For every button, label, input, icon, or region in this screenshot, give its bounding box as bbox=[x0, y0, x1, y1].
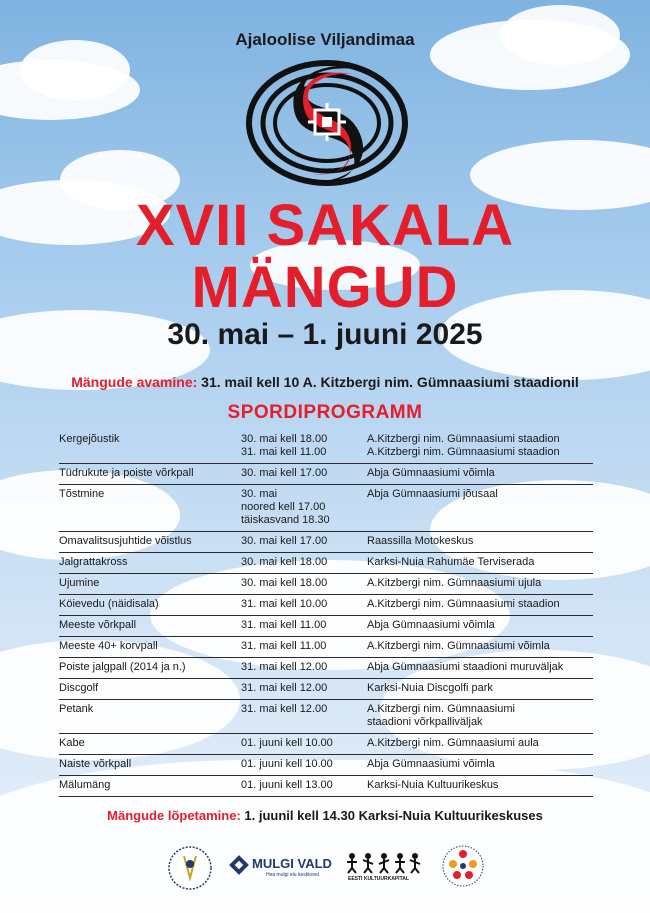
program-row bbox=[59, 637, 593, 658]
program-place-line: A.Kitzbergi nim. Gümnaasiumi staadion bbox=[367, 446, 560, 458]
program-time bbox=[241, 577, 367, 590]
viljandimaa-spordiliit-logo bbox=[438, 840, 488, 896]
program-place bbox=[367, 682, 593, 695]
closing-text: 1. juunil kell 14.30 Karksi-Nuia Kultuurikeskuses bbox=[244, 808, 543, 823]
program-time-line: 31. mai kell 12.00 bbox=[241, 703, 328, 715]
program-time bbox=[241, 703, 367, 729]
sponsor-logos bbox=[0, 840, 650, 900]
program-place-line: Karksi-Nuia Rahumäe Terviserada bbox=[367, 556, 535, 568]
program-time bbox=[241, 433, 367, 459]
viljandimaa-sport-logo bbox=[166, 844, 214, 892]
program-row bbox=[59, 679, 593, 700]
program-place bbox=[367, 598, 593, 611]
program-time bbox=[241, 661, 367, 674]
mulgi-vald-name: MULGI VALD bbox=[252, 856, 332, 871]
program-table bbox=[59, 430, 593, 797]
program-sport: Köievedu (näidisala) bbox=[59, 598, 159, 610]
program-time-line: 31. mai kell 10.00 bbox=[241, 598, 328, 610]
program-sport: Meeste võrkpall bbox=[59, 619, 137, 631]
program-sport: Tüdrukute ja poiste võrkpall bbox=[59, 467, 194, 479]
program-row bbox=[59, 776, 593, 797]
program-sport: Poiste jalgpall (2014 ja n.) bbox=[59, 661, 186, 673]
program-place bbox=[367, 556, 593, 569]
program-time-line: 30. mai kell 18.00 bbox=[241, 433, 328, 445]
program-place-line: A.Kitzbergi nim. Gümnaasiumi bbox=[367, 703, 515, 715]
program-place-line: A.Kitzbergi nim. Gümnaasiumi ujula bbox=[367, 577, 542, 589]
program-time-line: 01. juuni kell 13.00 bbox=[241, 779, 333, 791]
program-time bbox=[241, 682, 367, 695]
program-place bbox=[367, 703, 593, 729]
program-time-line: 30. mai bbox=[241, 488, 278, 500]
program-row bbox=[59, 532, 593, 553]
program-row bbox=[59, 616, 593, 637]
program-time bbox=[241, 556, 367, 569]
program-time bbox=[241, 779, 367, 792]
program-sport: Naiste võrkpall bbox=[59, 758, 132, 770]
program-place-line: A.Kitzbergi nim. Gümnaasiumi aula bbox=[367, 737, 539, 749]
program-time-line: 31. mai kell 11.00 bbox=[241, 640, 327, 652]
sakala-logo bbox=[246, 58, 408, 188]
opening-label: Mängude avamine: bbox=[71, 374, 198, 390]
program-row bbox=[59, 574, 593, 595]
kicker-text: Ajaloolise Viljandimaa bbox=[235, 30, 415, 49]
program-place bbox=[367, 535, 593, 548]
program-place-line: Abja Gümnaasiumi võimla bbox=[367, 467, 495, 479]
program-time bbox=[241, 488, 367, 527]
program-time bbox=[241, 640, 367, 653]
program-place bbox=[367, 488, 593, 527]
event-title-line2: MÄNGUD bbox=[191, 255, 459, 320]
program-row bbox=[59, 734, 593, 755]
eesti-kultuurkapital-name: EESTI KULTUURKAPITAL bbox=[348, 876, 409, 882]
program-place-line: Abja Gümnaasiumi staadioni muruväljak bbox=[367, 661, 564, 673]
program-place bbox=[367, 619, 593, 632]
program-place-line: A.Kitzbergi nim. Gümnaasiumi staadion bbox=[367, 433, 560, 445]
program-place-line: A.Kitzbergi nim. Gümnaasiumi võimla bbox=[367, 640, 550, 652]
program-time bbox=[241, 598, 367, 611]
program-time-line: 30. mai kell 18.00 bbox=[241, 556, 328, 568]
program-time-line: noored kell 17.00 bbox=[241, 501, 326, 513]
program-time-line: täiskasvand 18.30 bbox=[241, 514, 330, 526]
program-sport: Kabe bbox=[59, 737, 85, 749]
event-dates: 30. mai – 1. juuni 2025 bbox=[167, 318, 483, 351]
program-sport: Meeste 40+ korvpall bbox=[59, 640, 158, 652]
closing-label: Mängude lõpetamine: bbox=[107, 808, 241, 823]
program-place-line: Abja Gümnaasiumi võimla bbox=[367, 619, 495, 631]
program-sport: Tõstmine bbox=[59, 488, 105, 500]
program-sport: Kergejõustik bbox=[59, 433, 120, 445]
program-sport: Discgolf bbox=[59, 682, 99, 694]
program-sport: Omavalitsusjuhtide võistlus bbox=[59, 535, 192, 547]
program-place-line: A.Kitzbergi nim. Gümnaasiumi staadion bbox=[367, 598, 560, 610]
program-row bbox=[59, 700, 593, 734]
program-place bbox=[367, 577, 593, 590]
program-time-line: 30. mai kell 17.00 bbox=[241, 467, 328, 479]
program-place bbox=[367, 467, 593, 480]
program-time bbox=[241, 535, 367, 548]
program-place-line: Abja Gümnaasiumi võimla bbox=[367, 758, 495, 770]
closing-info bbox=[0, 808, 650, 823]
program-place-line: Raassilla Motokeskus bbox=[367, 535, 474, 547]
mulgi-vald-sub: Hea mulgi elu keskkond bbox=[266, 872, 320, 878]
program-place bbox=[367, 779, 593, 792]
program-place bbox=[367, 737, 593, 750]
program-time bbox=[241, 758, 367, 771]
mulgi-vald-logo bbox=[228, 854, 340, 884]
section-title: SPORDIPROGRAMM bbox=[227, 402, 423, 423]
opening-text: 31. mail kell 10 A. Kitzbergi nim. Gümnaasiumi staadionil bbox=[201, 374, 579, 390]
program-row bbox=[59, 553, 593, 574]
program-sport: Mälumäng bbox=[59, 779, 111, 791]
opening-info bbox=[0, 374, 650, 390]
program-row bbox=[59, 658, 593, 679]
program-place-line: Abja Gümnaasiumi jõusaal bbox=[367, 488, 498, 500]
program-row bbox=[59, 485, 593, 532]
program-time-line: 31. mai kell 12.00 bbox=[241, 682, 328, 694]
program-row bbox=[59, 755, 593, 776]
program-time-line: 31. mai kell 12.00 bbox=[241, 661, 328, 673]
program-time-line: 30. mai kell 17.00 bbox=[241, 535, 328, 547]
program-time-line: 31. mai kell 11.00 bbox=[241, 619, 327, 631]
program-sport: Jalgrattakross bbox=[59, 556, 128, 568]
program-time-line: 01. juuni kell 10.00 bbox=[241, 758, 333, 770]
program-time-line: 31. mai kell 11.00 bbox=[241, 446, 327, 458]
program-place bbox=[367, 661, 593, 674]
program-row bbox=[59, 464, 593, 485]
program-time bbox=[241, 619, 367, 632]
program-place-line: Karksi-Nuia Discgolfi park bbox=[367, 682, 493, 694]
program-time-line: 01. juuni kell 10.00 bbox=[241, 737, 333, 749]
program-row bbox=[59, 430, 593, 464]
program-time-line: 30. mai kell 18.00 bbox=[241, 577, 328, 589]
eesti-kultuurkapital-logo bbox=[344, 850, 422, 884]
program-row bbox=[59, 595, 593, 616]
program-sport: Ujumine bbox=[59, 577, 100, 589]
program-place bbox=[367, 640, 593, 653]
program-time bbox=[241, 737, 367, 750]
program-time bbox=[241, 467, 367, 480]
program-sport: Petank bbox=[59, 703, 94, 715]
program-place-line: Karksi-Nuia Kultuurikeskus bbox=[367, 779, 499, 791]
program-place bbox=[367, 758, 593, 771]
program-place-line: staadioni võrkpalliväljak bbox=[367, 716, 483, 728]
event-title-line1: XVII SAKALA bbox=[135, 193, 515, 258]
program-place bbox=[367, 433, 593, 459]
